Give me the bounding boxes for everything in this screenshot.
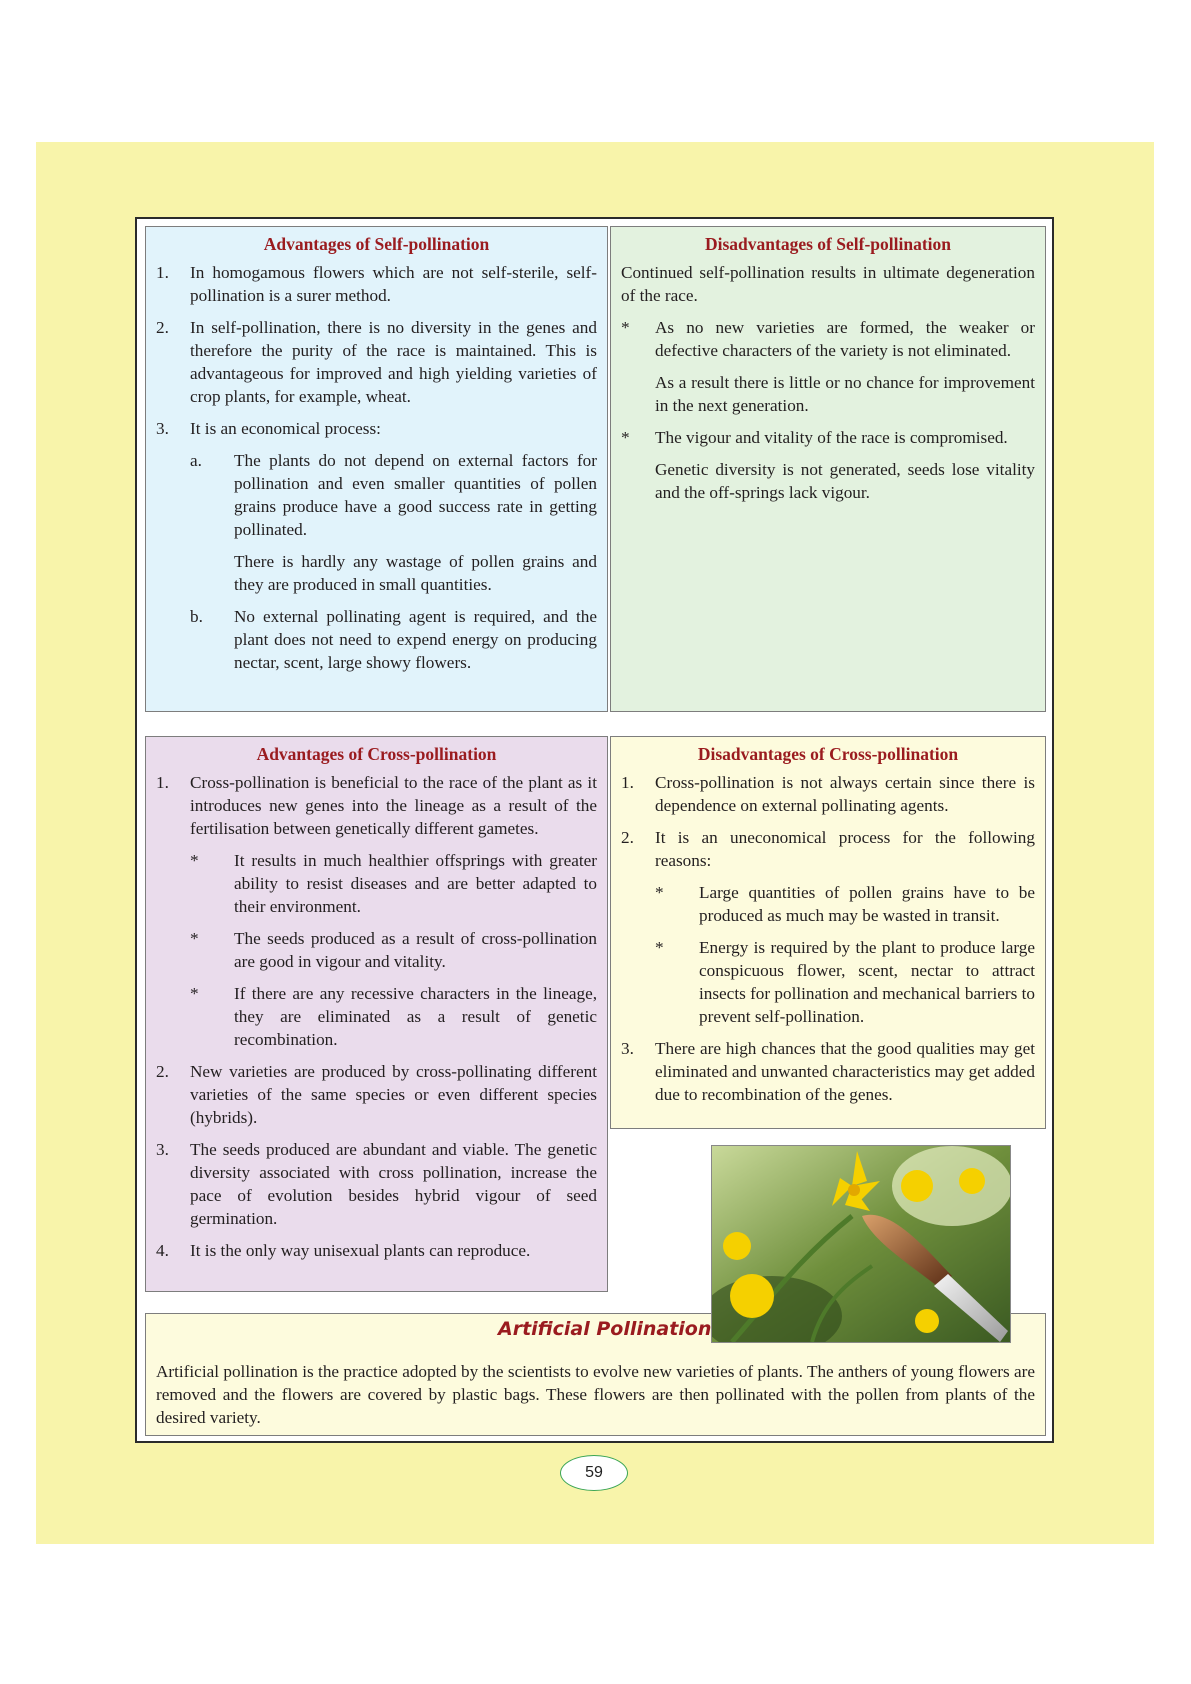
bullet-item: * The seeds produced as a result of cross-pollination are good in vigour and vitality. [190, 929, 597, 971]
list-item: 2. In self-pollination, there is no diversity in the genes and therefore the purity of the race is maintained. This is advantageous for improved and high yielding varieties of crop plants, for example, wheat. [156, 318, 597, 406]
sub-list-note: There is hardly any wastage of pollen grains and they are produced in small quantities. [234, 552, 597, 594]
flower-brush-illustration [712, 1146, 1010, 1342]
box-title: Disadvantages of Self-pollination [705, 234, 951, 254]
list-item: 1. Cross-pollination is not always certain since there is dependence on external pollinating agents. [621, 773, 1035, 815]
sub-list-item: b. No external pollinating agent is required, and the plant does not need to expend energy on producing nectar, scent, large showy flowers. [190, 607, 597, 672]
bullet-item: * Large quantities of pollen grains have to be produced as much may be wasted in transit. [655, 883, 1035, 925]
box-title: Disadvantages of Cross-pollination [697, 744, 959, 764]
bullet-note: Genetic diversity is not generated, seeds lose vitality and the off-springs lack vigour. [655, 460, 1035, 502]
artificial-pollination-title: Artificial Pollination [498, 1318, 712, 1340]
intro-text: Continued self-pollination results in ultimate degeneration of the race. [621, 263, 1035, 305]
box-title: Advantages of Self-pollination [263, 234, 490, 254]
cross-pollination-disadvantages-box [610, 736, 1046, 1129]
list-item: 4. It is the only way unisexual plants can reproduce. [156, 1241, 531, 1260]
list-item: 1. Cross-pollination is beneficial to the race of the plant as it introduces new genes into the lineage as a result of the fertilisation between genetically different gametes. [156, 773, 597, 838]
artificial-pollination-text: Artificial pollination is the practice adopted by the scientists to evolve new varieties of plants. The anthers of young flowers are removed and the flowers are covered by plastic bags. These flowers are then pollinated with the pollen from plants of the desired variety. [156, 1362, 1035, 1427]
flower-brush-photo [711, 1145, 1011, 1343]
self-pollination-disadvantages-box [610, 226, 1046, 712]
list-item: 3. The seeds produced are abundant and viable. The genetic diversity associated with cross pollination, increase the pace of evolution besides hybrid vigour of seed germination. [156, 1140, 597, 1228]
list-item: 1. In homogamous flowers which are not self-sterile, self-pollination is a surer method. [156, 263, 597, 305]
list-item: 2. New varieties are produced by cross-pollinating different varieties of the same species or even different species (hybrids). [156, 1062, 597, 1127]
sub-list-item: a. The plants do not depend on external factors for pollination and even smaller quantities of pollen grains produce have a good success rate in getting pollinated. [190, 451, 597, 539]
list-item: 2. It is an uneconomical process for the following reasons: [621, 828, 1035, 870]
cross-pollination-advantages-box [145, 736, 608, 1292]
bullet-item: * Energy is required by the plant to produce large conspicuous flower, scent, nectar to attract insects for pollination and mechanical barriers to prevent self-pollination. [655, 938, 1035, 1026]
bullet-item: * It results in much healthier offsprings with greater ability to resist diseases and are better adapted to their environment. [190, 851, 597, 916]
box-title: Advantages of Cross-pollination [256, 744, 497, 764]
bullet-item: * The vigour and vitality of the race is compromised. [621, 428, 1008, 447]
bullet-item: * If there are any recessive characters in the lineage, they are eliminated as a result of genetic recombination. [190, 984, 597, 1049]
list-item: 3. There are high chances that the good qualities may get eliminated and unwanted characteristics may get added due to recombination of the genes. [621, 1039, 1035, 1104]
list-item: 3. It is an economical process: [156, 419, 381, 438]
bullet-item: * As no new varieties are formed, the weaker or defective characters of the variety is not eliminated. [621, 318, 1035, 360]
self-pollination-advantages-box [145, 226, 608, 712]
page-number: 59 [560, 1455, 628, 1491]
bullet-note: As a result there is little or no chance for improvement in the next generation. [655, 373, 1035, 415]
